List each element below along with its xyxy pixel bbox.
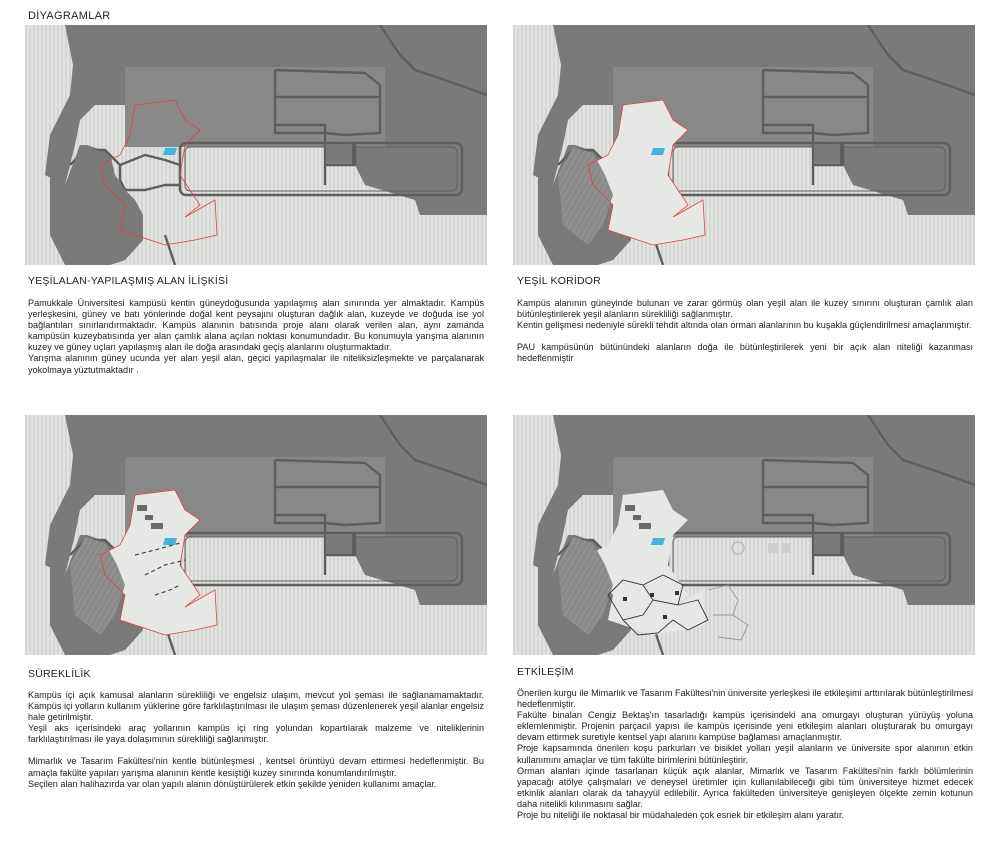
page-title: DİYAGRAMLAR	[28, 10, 111, 22]
paragraph: Kampüs içi açık kamusal alanların sürekliliği ve engelsiz ulaşım, mevcut yol şeması ile sağlanamamaktadır. Kampüs içi yolların kullanım yüklerine göre farklılaştırılması ile ulaşım şeması düzenlenerek yeşil alanlar engelsiz hale getirilmiştir.	[28, 690, 484, 723]
paragraph: Önerilen kurgu ile Mimarlık ve Tasarım Fakültesi'nin üniversite yerleşkesi ile etkileşimi arttırılarak bütünleştirilmesi hedeflenmiştir.	[517, 688, 973, 710]
text-green-built	[28, 298, 484, 376]
heading-continuity: SÜREKLİLİK	[28, 668, 91, 680]
pond-icon	[651, 538, 665, 545]
paragraph: PAU kampüsünün bütünündeki alanların doğa ile bütünleştirilerek yeni bir açık alan niteliği kazanması hedeflenmiştir	[517, 342, 973, 364]
paragraph: Orman alanları içinde tasarlanan küçük açık alanlar, Mimarlık ve Tasarım Fakültesi'nin farklı bölümlerinin yapacağı atölye çalışmaları ve deneysel üretimler için kullanılabileceği gibi tüm üniversiteye hizmet edecek etkinlik alanları olarak da tahayyül edilebilir. Ayrıca fakülteden üniversiteye genişleyen ölçekte zemin kotunun daha nitelikli kılınmasını sağlar.	[517, 765, 973, 809]
paragraph: Yarışma alanının güney ucunda yer alan yeşil alan, geçici yapılaşmalar ile niteliksizleşmekte ve parçalanarak yokolmaya yüztutmaktadır .	[28, 353, 484, 375]
text-green-corridor	[517, 298, 973, 364]
text-interaction	[517, 688, 973, 821]
paragraph: Pamukkale Üniversitesi kampüsü kentin güneydoğusunda yapılaşmış alan sınırında yer almaktadır. Kampüs yerleşkesini, güney ve batı yönlerinde doğal kent peysajını oluşturan dağlık alan, kuzeyde ve doğuda ise yol bağlantıları sınırlandırmaktadır. Kampüs alanının batısında proje alanı olarak verilen alan, aynı zamanda kampüsün kuzeybatısında yer alan çamlık alana açılan noktası konumundadır. Bu konumuyla yarışma alanının kuzey ve güney uçları yapılaşmış alan ile doğa arasındaki geçiş alanlarını oluşturmaktadır.	[28, 298, 484, 353]
diagram-interaction	[513, 415, 975, 655]
paragraph: Seçilen alan halihazırda var olan yapılı alanın dönüştürülerek etkin şekilde yeniden kullanımı amaçlar.	[28, 778, 437, 789]
pond-icon	[651, 148, 665, 155]
heading-green-corridor: YEŞİL KORİDOR	[517, 275, 601, 287]
paragraph: Proje bu niteliği ile noktasal bir müdahaleden çok esnek bir etkileşim alanı yaratır.	[517, 810, 845, 821]
paragraph: Fakülte binaları Cengiz Bektaş'ın tasarladığı kampüs içerisindeki ana omurgayı oluşturan yürüyüş yoluna eklemlenmiştir. Projenin parçacıl yapısı ile kampüs içerisinde yeni etkileşim alanları oluşturarak bu omurgayı devam ettirmek suretiyle kentsel yapı alanını kampüse bağlaması amaçlanmıştır.	[517, 710, 973, 743]
paragraph: Kentin gelişmesi nedeniyle sürekli tehdit altında olan orman alanlarının bu kuşakla güçlendirilmesi amaçlanmıştır.	[517, 320, 972, 331]
diagram-green-built-relation	[25, 25, 487, 265]
heading-green-built: YEŞİLALAN-YAPILAŞMIŞ ALAN İLİŞKİSİ	[28, 275, 229, 287]
diagram-continuity	[25, 415, 487, 655]
paragraph: Kampüs alanının güneyinde bulunan ve zarar görmüş olan yeşil alan ile kuzey sınırını oluşturan çamlık alan bütünleştirilerek yeşil alanların sürekliliği sağlanmıştır.	[517, 298, 973, 320]
diagram-green-corridor	[513, 25, 975, 265]
heading-interaction: ETKİLEŞİM	[517, 666, 574, 678]
paragraph: Mimarlık ve Tasarım Fakültesi'nin kentle bütünleşmesi , kentsel örüntüyü devam ettirmesi hedeflenmiştir. Bu amaçla fakülte yapıları yarışma alanının kentle kesiştiği kuzey sınırında konumlandırılmıştır.	[28, 756, 484, 778]
pond-icon	[163, 148, 177, 155]
pond-icon	[163, 538, 177, 545]
paragraph: Proje kapsamında önerilen koşu parkurları ve bisiklet yolları yeşil alanların ve üniversite spor alanının etkin kullanımını amaçlar ve tüm fakülte birimlerini bütünleştirir.	[517, 743, 973, 765]
text-continuity	[28, 690, 484, 790]
paragraph: Yeşil aks içerisindeki araç yollarının kampüs içi ring yolundan kopartılarak malzeme ve niteliklerinin farklılaştırılması ile yaya dolaşımının sürekliliği sağlanmıştır.	[28, 723, 484, 745]
